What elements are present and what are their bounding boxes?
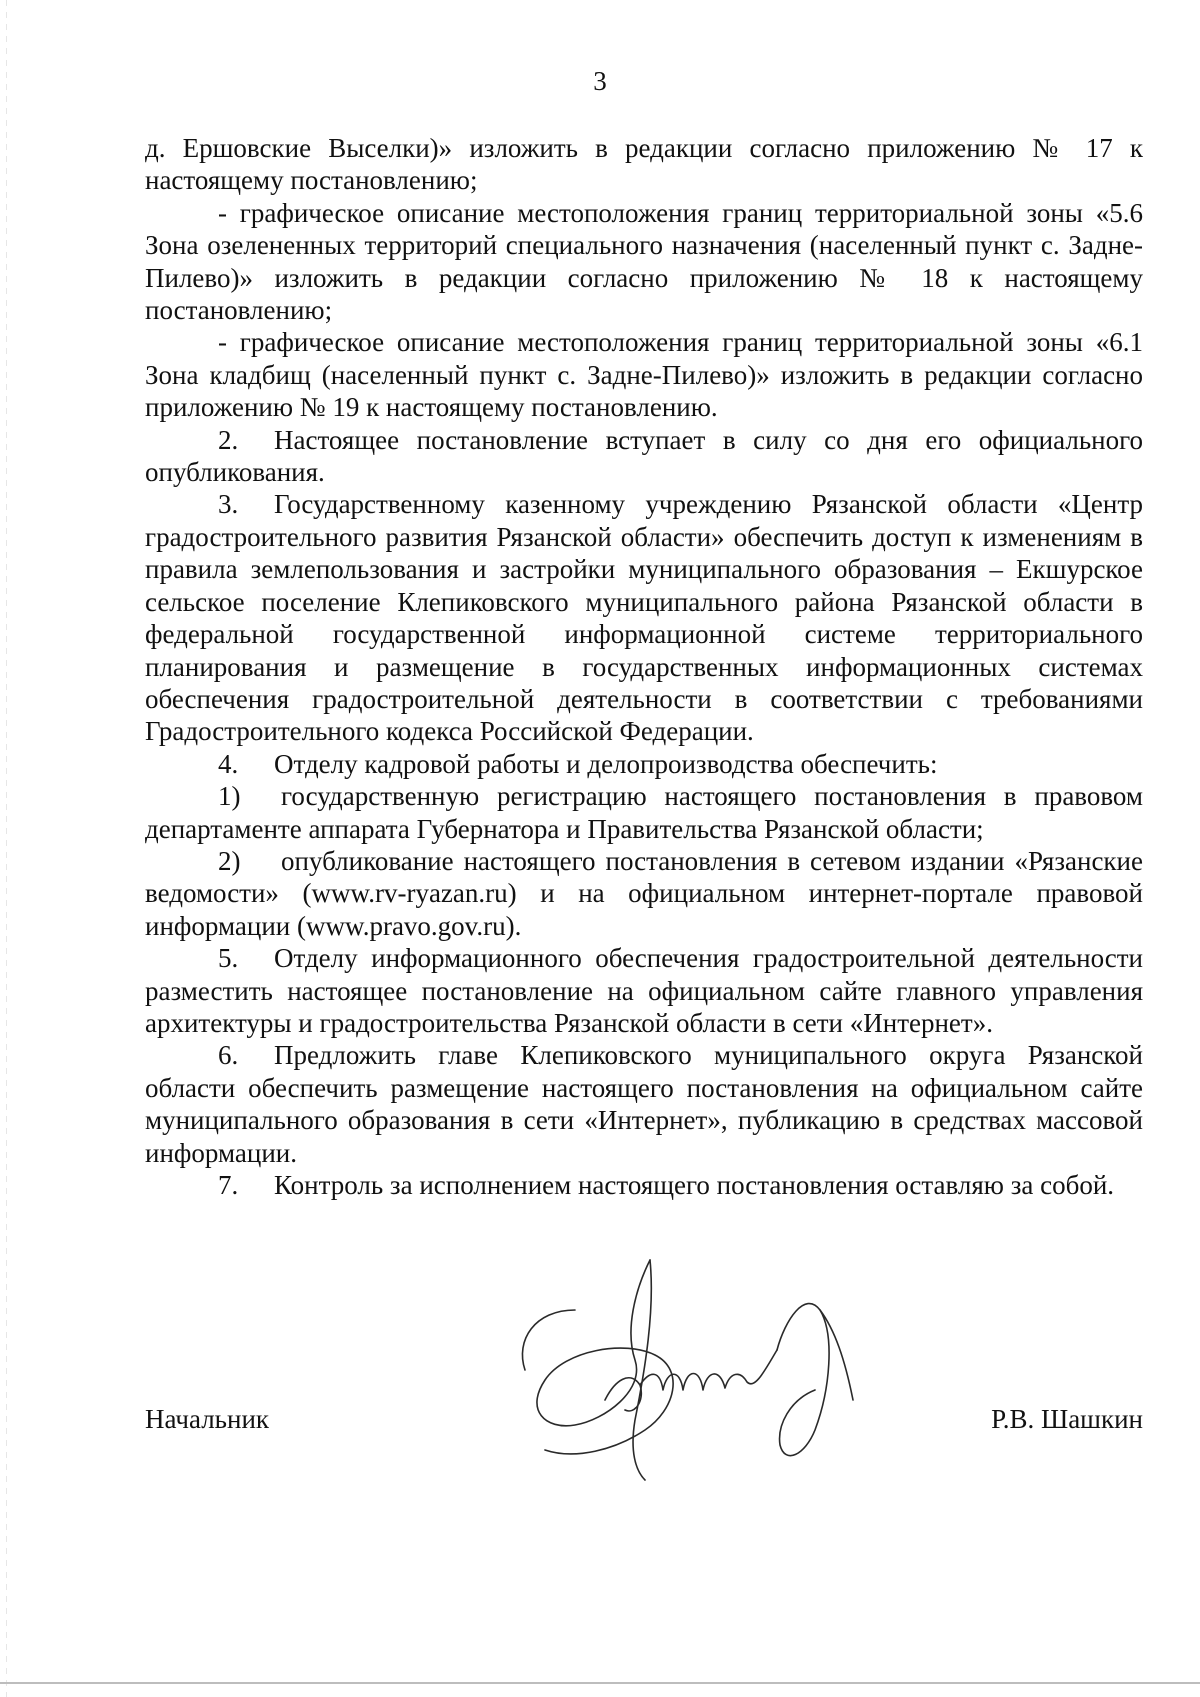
item-number: 1) — [218, 781, 241, 812]
paragraph-subitem-2: 2) опубликование настоящего постановления в сетевом издании «Рязанские ведомости» (www.rv-ryazan.ru) и на официальном интернет-портале правовой информации (www.pravo.gov.ru). — [145, 845, 1143, 941]
scan-left-edge — [6, 0, 7, 1697]
item-number: 2) — [218, 845, 241, 876]
paragraph-bullet-zone-6-1: - графическое описание местоположения границ территориальной зоны «6.1 Зона кладбищ (населенный пункт с. Задне-Пилево)» изложить в редакции согласно приложению № 19 к настоящему постановлению. — [145, 327, 1143, 423]
paragraph-subitem-1: 1) государственную регистрацию настоящего постановления в правовом департаменте аппарата Губернатора и Правительства Рязанской области; — [145, 781, 1143, 844]
paragraph-item-5: 5. Отделу информационного обеспечения градостроительной деятельности разместить настоящее постановление на официальном сайте главного управления архитектуры и градостроительства Рязанской области в сети «Интернет». — [145, 943, 1143, 1038]
item-number: 2. — [218, 424, 239, 455]
signatory-name: Р.В. Шашкин — [991, 1404, 1143, 1434]
item-number: 6. — [218, 1040, 239, 1071]
document-body — [145, 132, 1143, 1201]
paragraph-continuation: д. Ершовские Выселки)» изложить в редакции согласно приложению № 17 к настоящему постановлению; — [145, 133, 1143, 196]
item-number: 3. — [218, 489, 239, 520]
scan-bottom-edge — [0, 1682, 1200, 1684]
paragraph-bullet-zone-5-6: - графическое описание местоположения границ территориальной зоны «5.6 Зона озелененных территорий специального назначения (населенный пункт с. Задне-Пилево)» изложить в редакции согласно приложению № 18 к настоящему постановлению; — [145, 197, 1143, 326]
item-number: 4. — [218, 748, 239, 779]
paragraph-item-6: 6. Предложить главе Клепиковского муниципального округа Рязанской области обеспечить размещение настоящего постановления на официальном сайте муниципального образования в сети «Интернет», публикацию в средствах массовой информации. — [145, 1040, 1143, 1168]
paragraph-item-2: 2. Настоящее постановление вступает в силу со дня его официального опубликования. — [145, 424, 1143, 488]
page-number: 3 — [593, 66, 607, 96]
paragraph-item-3: 3. Государственному казенному учреждению Рязанской области «Центр градостроительного развития Рязанской области» обеспечить доступ к изменениям в правила землепользования и застройки муниципального образования – Екшурское сельское поселение Клепиковского муниципального района Рязанской области в федеральной государственной информационной системе территориального планирования и размещение в государственных информационных системах обеспечения градостроительной деятельности в соответствии с требованиями Градостроительного кодекса Российской Федерации. — [145, 489, 1143, 747]
item-number: 7. — [218, 1170, 239, 1200]
paragraph-item-4: 4. Отделу кадровой работы и делопроизводства обеспечить: — [218, 748, 938, 779]
handwritten-signature — [485, 1250, 905, 1500]
paragraph-item-7: 7. Контроль за исполнением настоящего постановления оставляю за собой. — [218, 1170, 1115, 1200]
item-number: 5. — [218, 943, 239, 974]
signatory-position: Начальник — [145, 1404, 270, 1434]
